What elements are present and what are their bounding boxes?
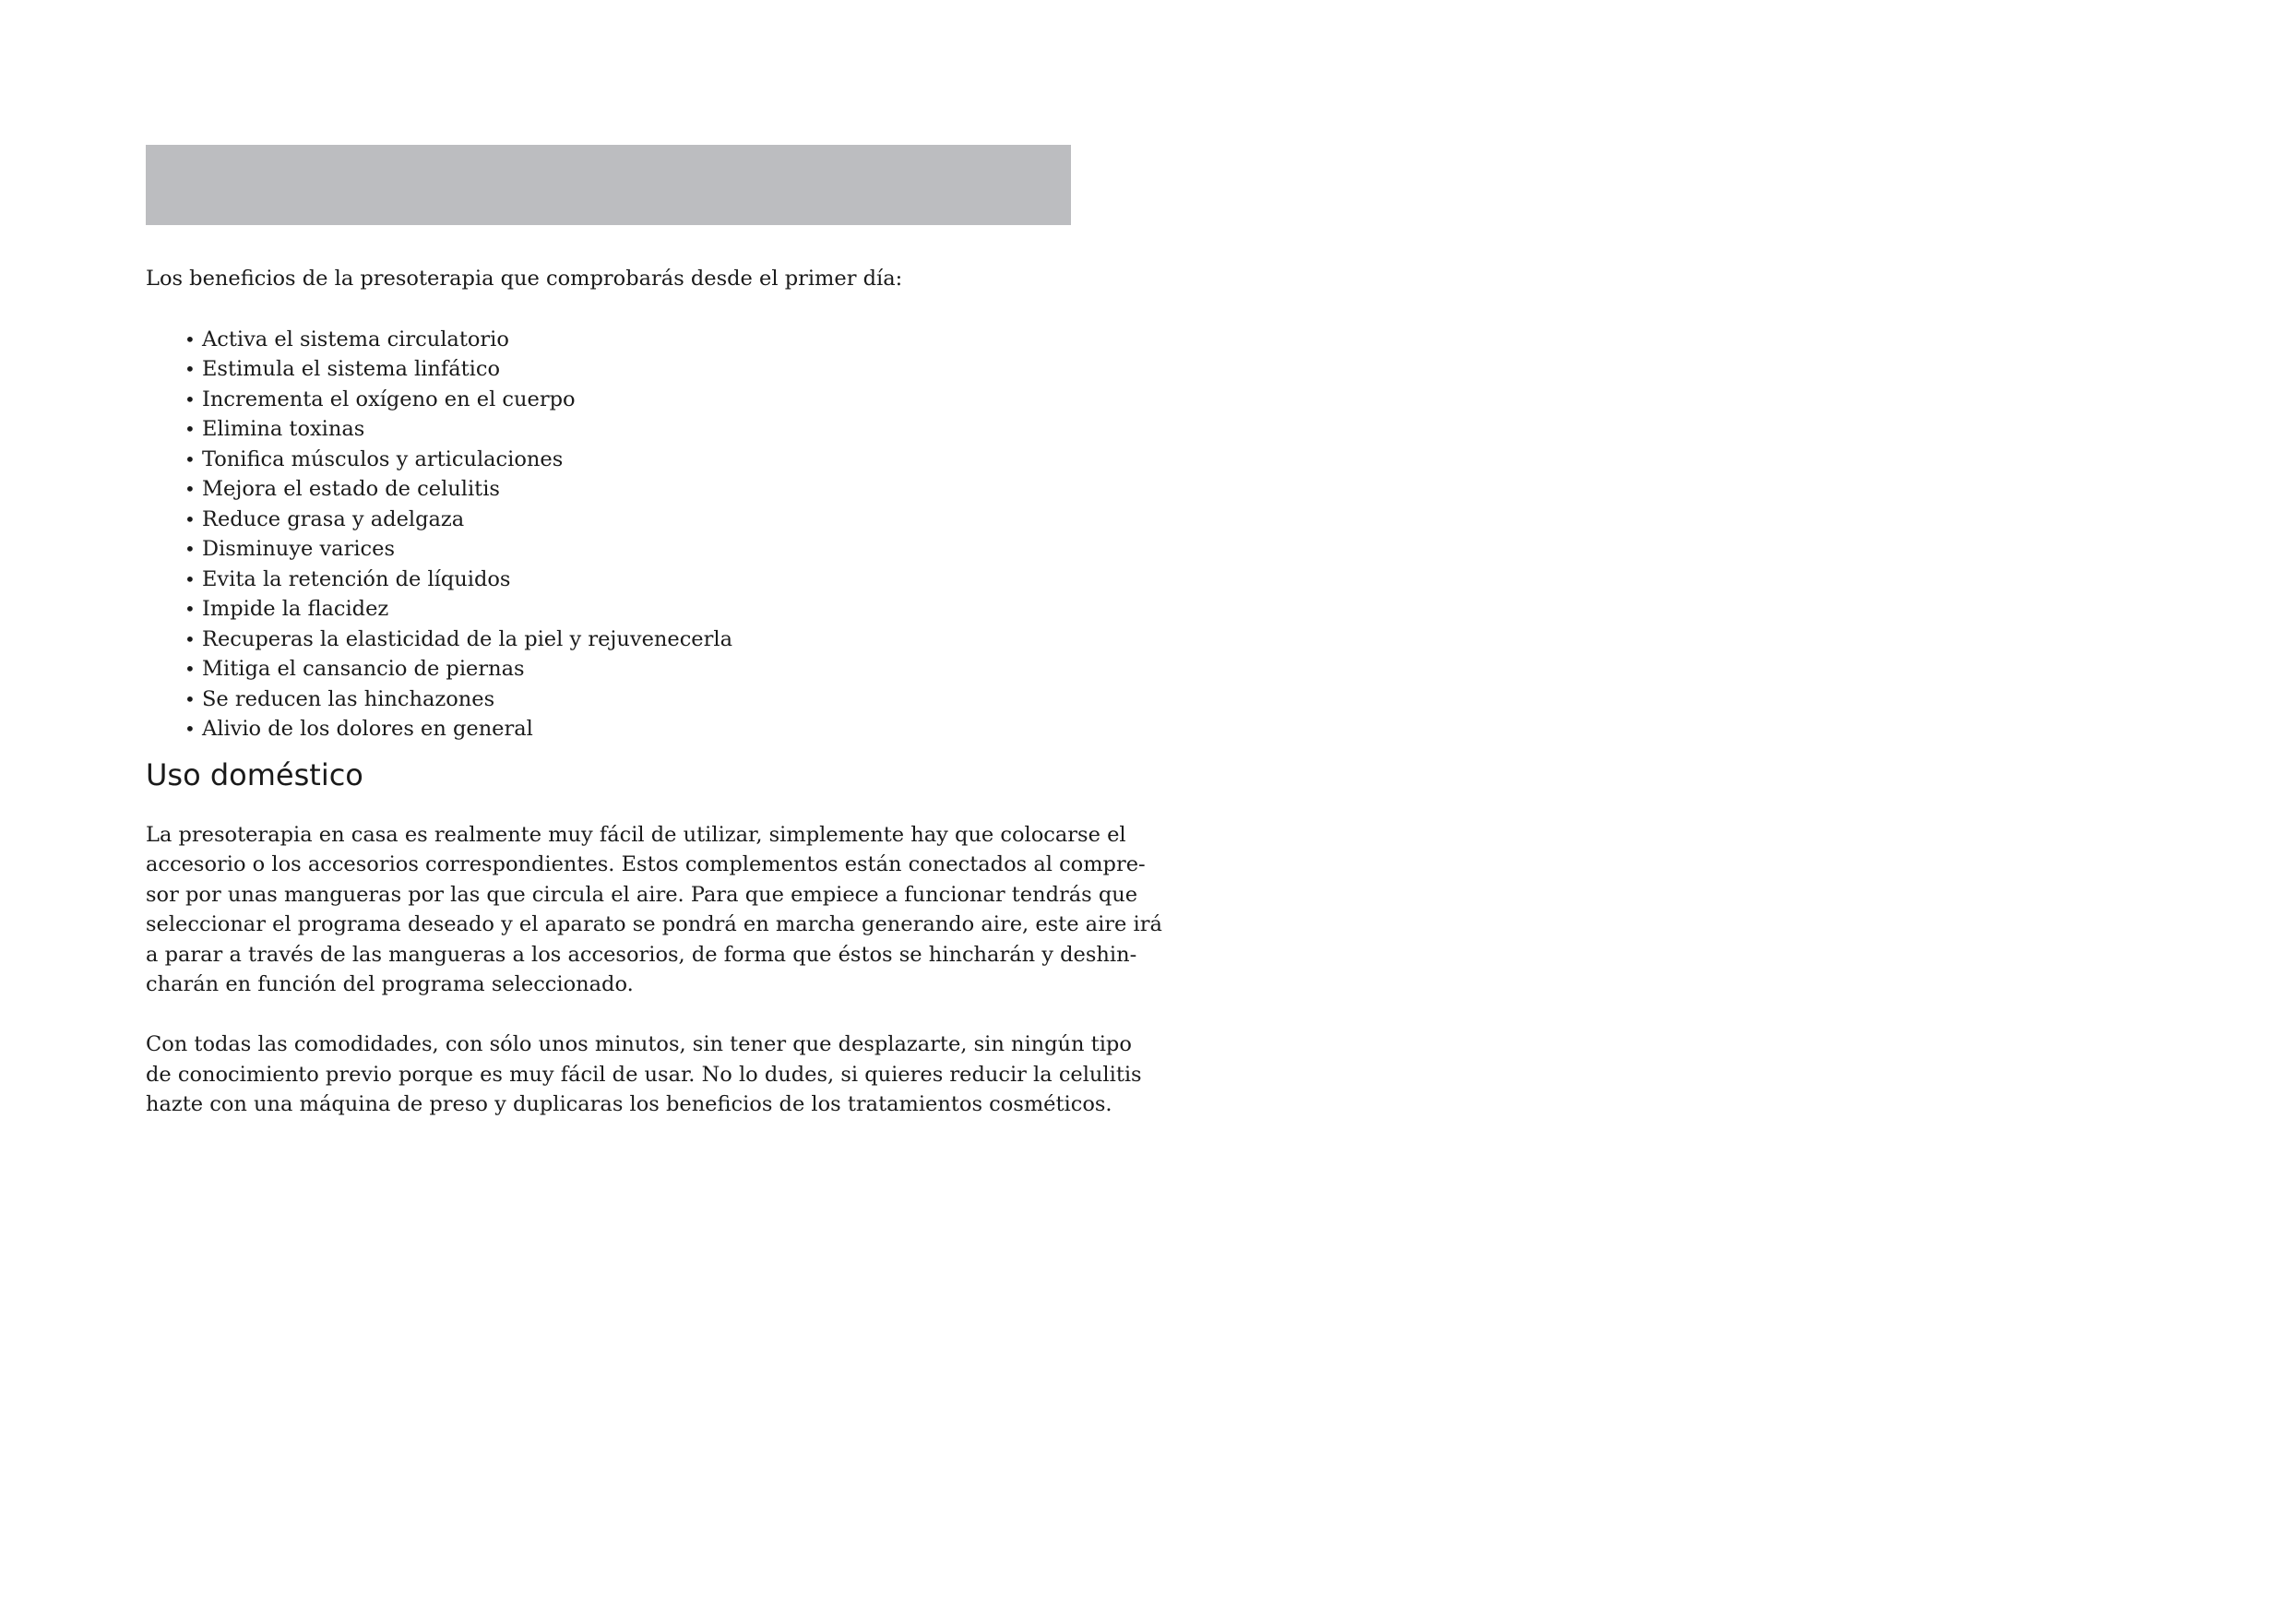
bullet-icon: • (184, 507, 196, 530)
list-item (146, 474, 1073, 505)
list-item (146, 714, 1073, 744)
list-item-text: Disminuye varices (202, 537, 396, 561)
paragraph-line: seleccionar el programa deseado y el aparato se pondrá en marcha generando aire, este aire irá (146, 912, 1162, 936)
list-item-text: Incrementa el oxígeno en el cuerpo (202, 387, 576, 411)
bullet-icon: • (184, 327, 196, 351)
document-page (146, 145, 1162, 1120)
bullet-icon: • (184, 418, 196, 440)
list-item (146, 414, 1073, 445)
benefits-list (146, 325, 1073, 744)
bullet-icon: • (184, 478, 196, 500)
list-item-text: Alivio de los dolores en general (202, 717, 533, 741)
bullet-icon: • (184, 567, 196, 590)
list-item (146, 625, 1073, 655)
list-item-text: Estimula el sistema linfático (202, 357, 501, 381)
list-item-text: Mitiga el cansancio de piernas (202, 657, 525, 681)
paragraph (146, 820, 1162, 1000)
list-item (146, 565, 1073, 595)
bullet-icon: • (184, 687, 196, 710)
bullet-icon: • (184, 387, 196, 411)
bullet-icon: • (184, 538, 196, 560)
list-item-text: Elimina toxinas (202, 417, 365, 441)
section-title: Uso doméstico (146, 756, 363, 792)
paragraph-line: de conocimiento previo porque es muy fácil de usar. No lo dudes, si quieres reducir la celulitis (146, 1062, 1142, 1087)
list-item (146, 505, 1073, 535)
list-item (146, 534, 1073, 565)
bullet-icon: • (184, 358, 196, 380)
bullet-icon: • (184, 627, 196, 650)
list-item-text: Evita la retención de líquidos (202, 566, 511, 591)
list-item (146, 654, 1073, 685)
paragraph-line: charán en función del programa seleccionado. (146, 972, 634, 996)
list-item-text: Recuperas la elasticidad de la piel y rejuvenecerla (202, 626, 732, 651)
bullet-icon: • (184, 658, 196, 680)
paragraph (146, 1030, 1142, 1120)
list-item-text: Mejora el estado de celulitis (202, 477, 500, 501)
list-item (146, 445, 1073, 475)
list-item (146, 685, 1073, 715)
bullet-icon: • (184, 718, 196, 740)
paragraph-line: Con todas las comodidades, con sólo unos minutos, sin tener que desplazarte, sin ningún tipo (146, 1032, 1132, 1056)
header-band (146, 145, 1071, 225)
list-item (146, 354, 1073, 385)
list-item (146, 594, 1073, 625)
paragraph-line: a parar a través de las mangueras a los accesorios, de forma que éstos se hincharán y deshin- (146, 942, 1137, 967)
bullet-icon: • (184, 447, 196, 470)
paragraph-line: accesorio o los accesorios correspondientes. Estos complementos están conectados al compre- (146, 852, 1146, 876)
list-item (146, 325, 1073, 355)
list-item-text: Activa el sistema circulatorio (202, 327, 509, 351)
paragraph-line: La presoterapia en casa es realmente muy fácil de utilizar, simplemente hay que colocarse el (146, 822, 1126, 847)
paragraph-line: hazte con una máquina de preso y duplicaras los beneficios de los tratamientos cosméticos. (146, 1092, 1112, 1116)
bullet-icon: • (184, 598, 196, 620)
list-item (146, 385, 1073, 415)
intro-text: Los beneficios de la presoterapia que comprobarás desde el primer día: (146, 267, 903, 291)
paragraph-line: sor por unas mangueras por las que circula el aire. Para que empiece a funcionar tendrás que (146, 882, 1138, 907)
list-item-text: Tonifica músculos y articulaciones (202, 446, 564, 471)
list-item-text: Reduce grasa y adelgaza (202, 506, 465, 531)
list-item-text: Impide la flacidez (202, 597, 389, 621)
list-item-text: Se reducen las hinchazones (202, 686, 495, 711)
